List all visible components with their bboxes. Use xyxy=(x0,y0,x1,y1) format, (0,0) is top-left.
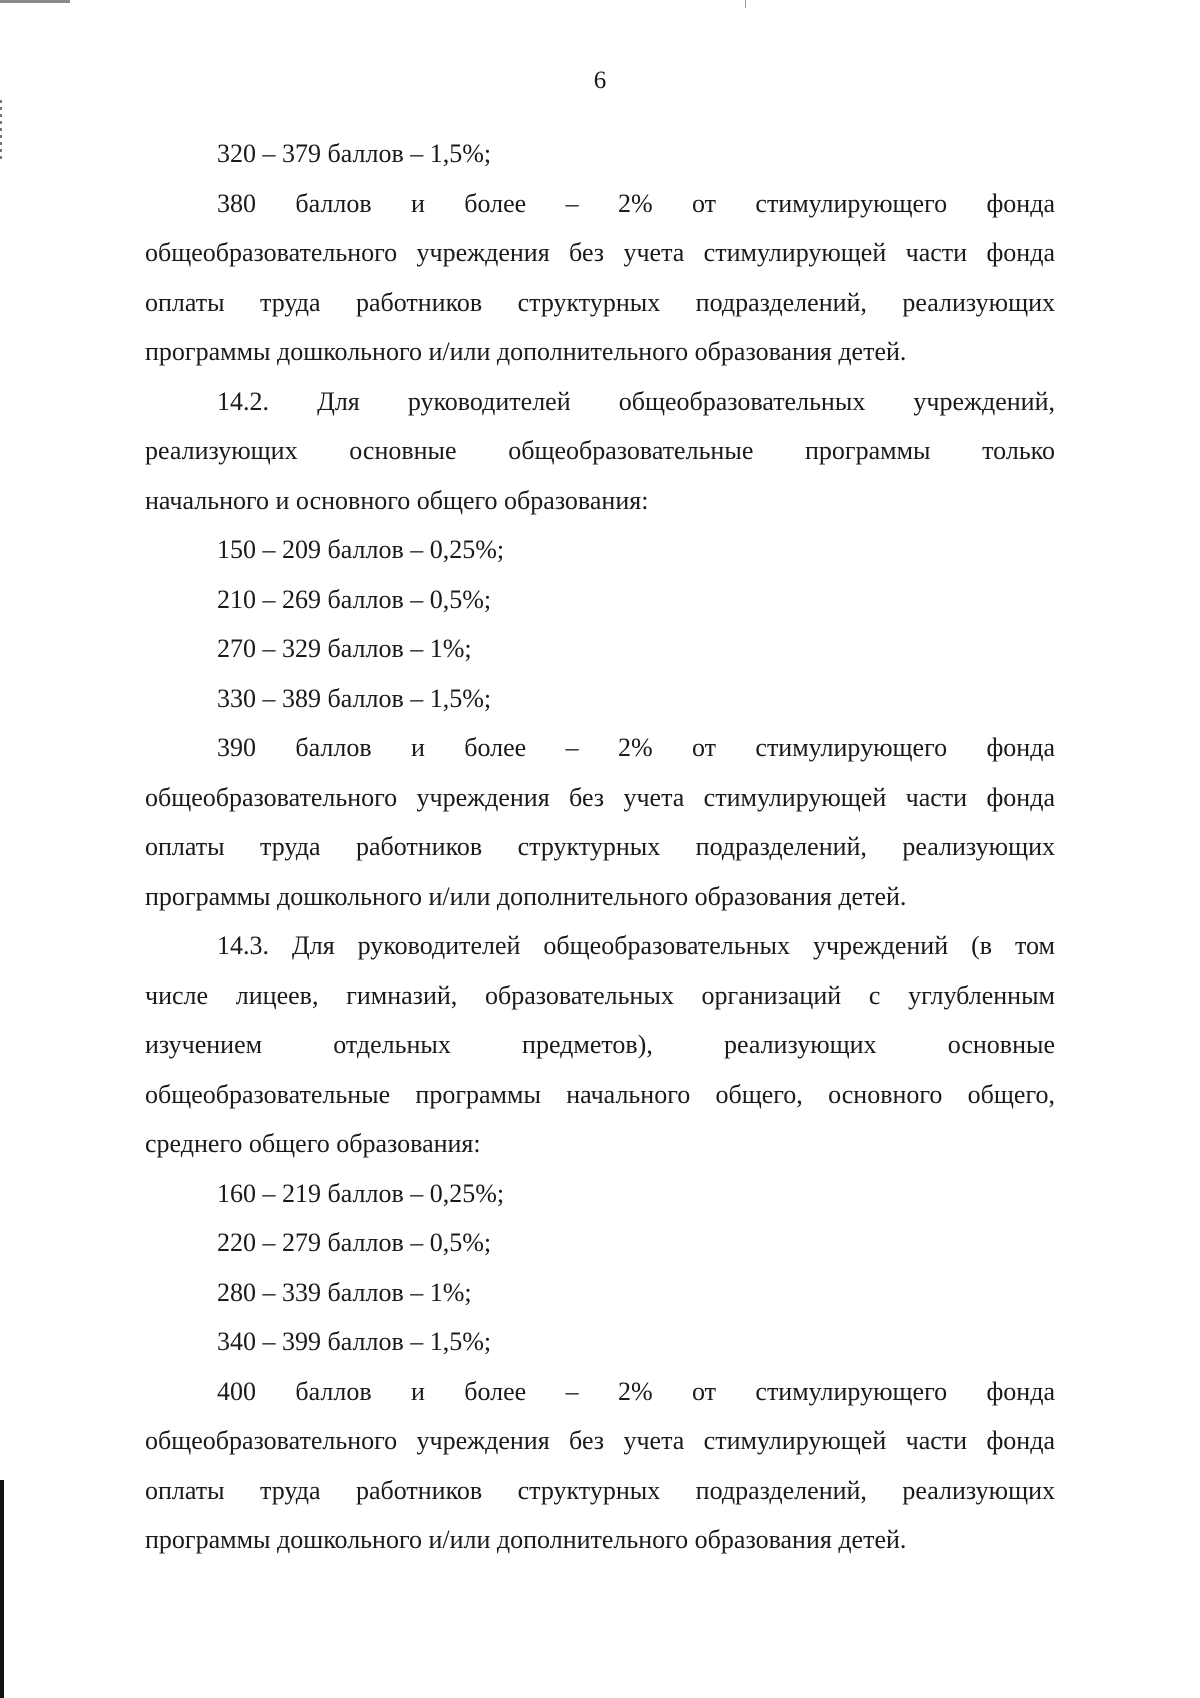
text-line: общеобразовательные программы начального общего, основного общего, xyxy=(145,1079,1055,1109)
text-line: 14.2. Для руководителей общеобразовательных учреждений, xyxy=(217,386,1055,416)
scan-edge-artifact xyxy=(0,0,70,3)
scan-edge-artifact xyxy=(0,100,2,160)
text-line: 320 – 379 баллов – 1,5%; xyxy=(217,139,492,168)
text-line: 340 – 399 баллов – 1,5%; xyxy=(217,1327,492,1356)
text-line: оплаты труда работников структурных подразделений, реализующих xyxy=(145,287,1055,317)
text-line: начального и основного общего образования: xyxy=(145,485,649,515)
text-line: оплаты труда работников структурных подразделений, реализующих xyxy=(145,832,1055,861)
text-line: 14.3. Для руководителей общеобразовательных учреждений (в том xyxy=(217,931,1055,960)
text-line: 160 – 219 баллов – 0,25%; xyxy=(217,1178,505,1208)
document-body xyxy=(145,129,1055,1565)
text-line: оплаты труда работников структурных подразделений, реализующих xyxy=(145,1475,1055,1505)
text-line: общеобразовательного учреждения без учета стимулирующей части фонда xyxy=(145,238,1055,267)
text-line: изучением отдельных предметов), реализующих основные xyxy=(145,1030,1055,1059)
text-line: 220 – 279 баллов – 0,5%; xyxy=(217,1228,492,1257)
text-line: 270 – 329 баллов – 1%; xyxy=(217,634,472,663)
text-line: программы дошкольного и/или дополнительного образования детей. xyxy=(145,1525,907,1554)
text-line: реализующих основные общеобразовательные программы только xyxy=(145,436,1055,465)
text-line: 150 – 209 баллов – 0,25%; xyxy=(217,535,505,564)
scan-edge-artifact xyxy=(745,0,746,8)
text-line: 280 – 339 баллов – 1%; xyxy=(217,1277,472,1307)
page-number: 6 xyxy=(593,67,607,94)
text-line: среднего общего образования: xyxy=(145,1129,481,1158)
text-line: общеобразовательного учреждения без учета стимулирующей части фонда xyxy=(145,1426,1055,1455)
text-line: 390 баллов и более – 2% от стимулирующего фонда xyxy=(217,733,1055,762)
text-line: 330 – 389 баллов – 1,5%; xyxy=(217,683,492,713)
text-line: программы дошкольного и/или дополнительного образования детей. xyxy=(145,337,907,366)
text-line: 210 – 269 баллов – 0,5%; xyxy=(217,584,492,614)
text-line: числе лицеев, гимназий, образовательных организаций с углубленным xyxy=(145,980,1055,1010)
text-line: общеобразовательного учреждения без учета стимулирующей части фонда xyxy=(145,782,1055,812)
text-line: 400 баллов и более – 2% от стимулирующего фонда xyxy=(217,1376,1055,1406)
scan-edge-artifact xyxy=(0,1480,4,1698)
text-line: программы дошкольного и/или дополнительного образования детей. xyxy=(145,881,907,911)
text-line: 380 баллов и более – 2% от стимулирующего фонда xyxy=(217,188,1055,218)
